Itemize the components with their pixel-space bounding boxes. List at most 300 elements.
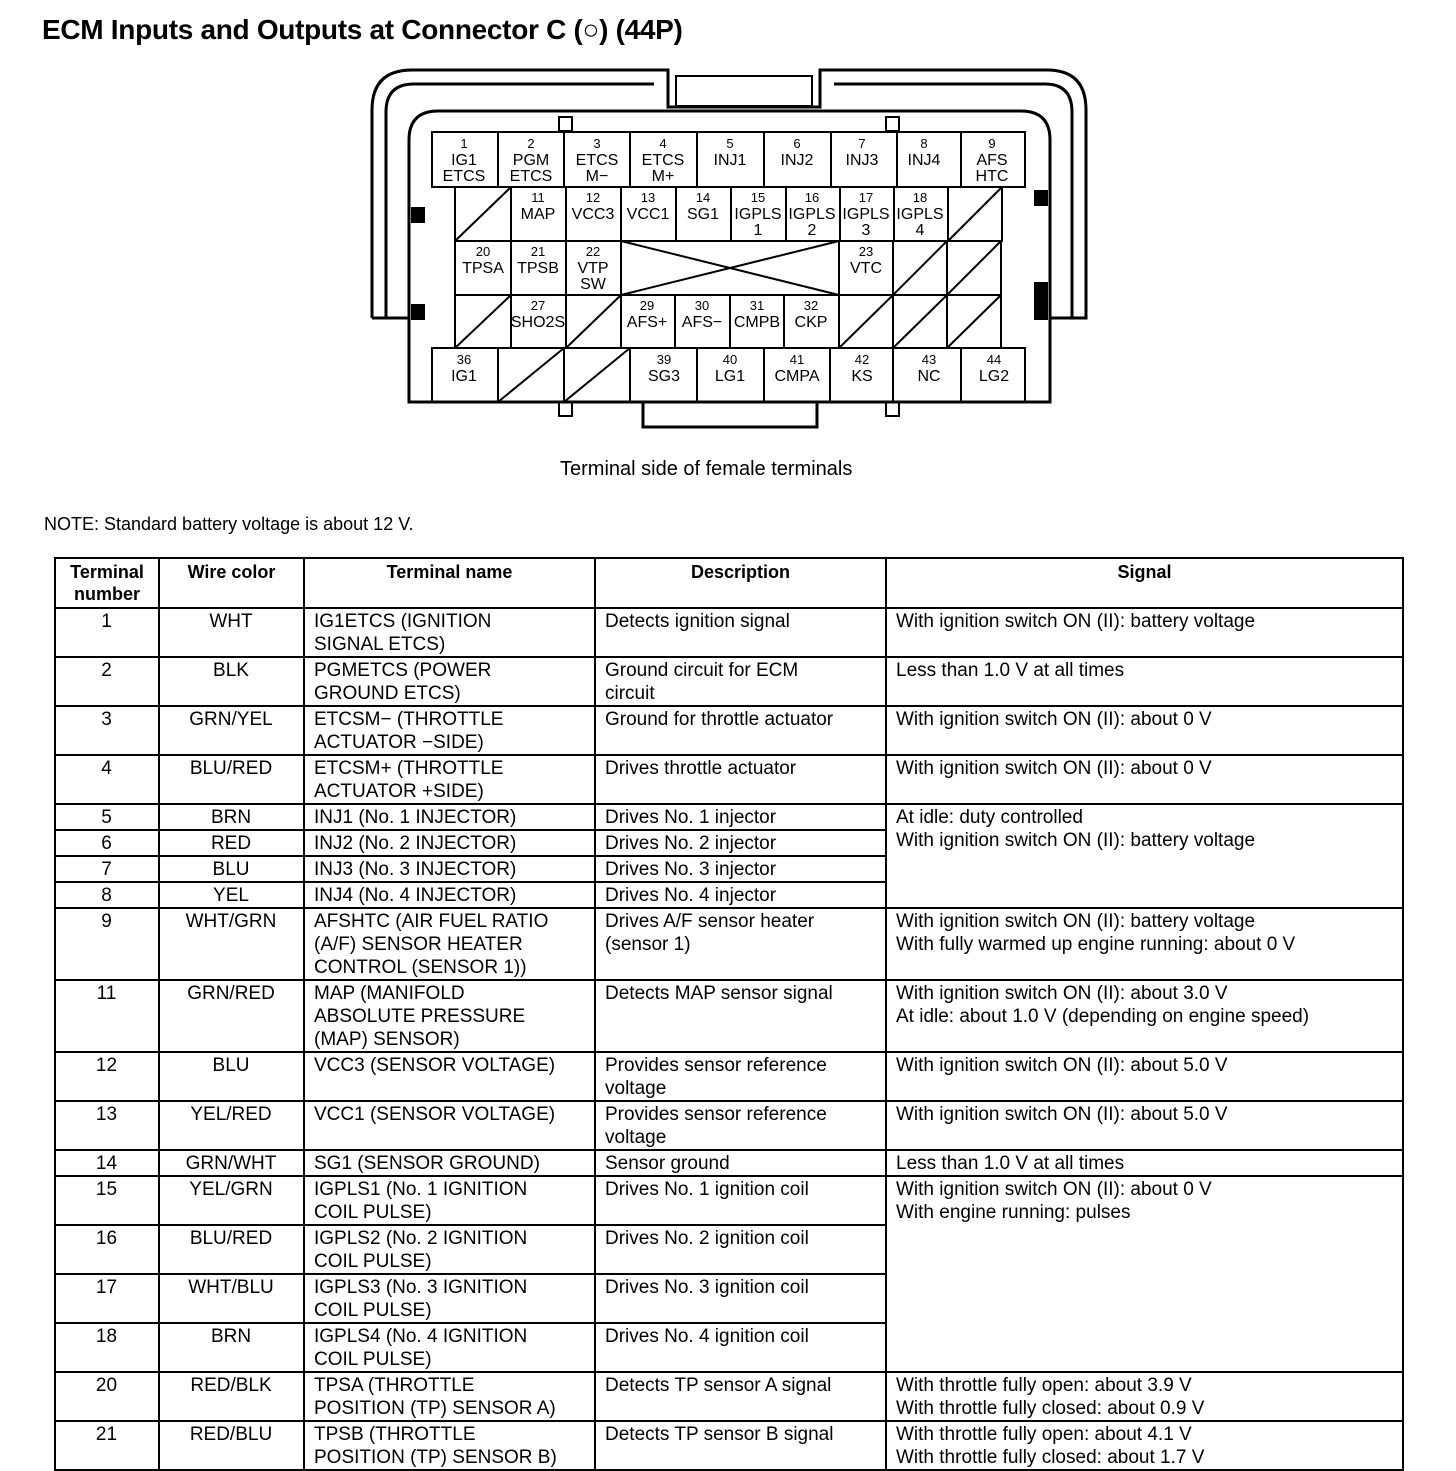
pin-label: IG1 xyxy=(451,368,477,385)
cell-line: Drives No. 1 injector xyxy=(605,807,777,828)
cell-line: BLU xyxy=(212,1055,250,1076)
terminal-pin-11 xyxy=(521,190,556,223)
cell-line: CONTROL (SENSOR 1)) xyxy=(314,957,527,978)
pin-number: 44 xyxy=(986,352,1002,367)
terminal-number-cell xyxy=(55,1274,159,1323)
terminal-name-cell xyxy=(304,882,595,908)
terminal-name-cell xyxy=(304,1225,595,1274)
cell-line: voltage xyxy=(605,1127,667,1148)
cell-line: With ignition switch ON (II): about 0 V xyxy=(896,1179,1212,1200)
cell-line: COIL PULSE) xyxy=(314,1349,432,1370)
cell-line: With ignition switch ON (II): about 3.0 V xyxy=(896,983,1228,1004)
cell-line: INJ4 (No. 4 INJECTOR) xyxy=(314,885,517,906)
cell-line: Detects MAP sensor signal xyxy=(605,983,833,1004)
terminal-number-cell xyxy=(55,608,159,657)
cell-line: GRN/YEL xyxy=(189,709,273,730)
cell-line: BLU/RED xyxy=(189,1228,273,1249)
pin-number: 30 xyxy=(694,298,710,313)
description-cell xyxy=(595,908,886,980)
pin-number: 11 xyxy=(531,190,545,205)
pin-label: SG3 xyxy=(647,368,681,385)
pin-number: 31 xyxy=(749,298,765,313)
table-row xyxy=(55,1421,1403,1470)
signal-cell xyxy=(886,908,1403,980)
pin-label: ETCS xyxy=(641,152,685,169)
terminal-pin-30 xyxy=(682,298,722,331)
header-terminal-line: number xyxy=(73,584,140,604)
cell-line: With ignition switch ON (II): about 0 V xyxy=(896,758,1212,779)
terminal-name-cell xyxy=(304,1421,595,1470)
blank-cell-slash xyxy=(498,348,564,402)
terminal-pin-36 xyxy=(451,352,477,385)
terminal-name-cell xyxy=(304,1274,595,1323)
description-cell xyxy=(595,1372,886,1421)
blank-cell-slash xyxy=(455,295,511,348)
header-description: Description xyxy=(595,558,886,608)
terminal-pin-29 xyxy=(627,298,667,331)
wire-color-cell xyxy=(159,706,304,755)
pin-label: INJ2 xyxy=(780,152,814,169)
header-terminal-name: Terminal name xyxy=(304,558,595,608)
header-wire-color: Wire color xyxy=(159,558,304,608)
terminal-pin-17 xyxy=(842,190,889,239)
description-cell xyxy=(595,980,886,1052)
cell-line: Detects TP sensor B signal xyxy=(605,1424,834,1445)
wire-color-cell xyxy=(159,1052,304,1101)
blank-cell-slash xyxy=(948,187,1002,241)
pin-label: 2 xyxy=(807,222,817,239)
cell-line: TPSB (THROTTLE xyxy=(314,1424,476,1445)
signal-cell xyxy=(886,1372,1403,1421)
cell-line: With ignition switch ON (II): about 5.0 V xyxy=(896,1104,1228,1125)
pin-label: IGPLS xyxy=(788,206,836,223)
cell-line: 15 xyxy=(95,1179,118,1200)
description-cell xyxy=(595,1274,886,1323)
pin-label: INJ3 xyxy=(845,152,879,169)
pin-label: ETCS xyxy=(575,152,619,169)
terminal-number-cell xyxy=(55,1052,159,1101)
cell-line: IGPLS1 (No. 1 IGNITION xyxy=(314,1179,528,1200)
pin-label: AFS− xyxy=(681,314,723,331)
pin-label: AFS+ xyxy=(626,314,668,331)
cell-line: 3 xyxy=(101,709,112,730)
pin-number: 43 xyxy=(921,352,937,367)
terminal-pin-42 xyxy=(851,352,872,385)
cell-line: ABSOLUTE PRESSURE xyxy=(314,1006,526,1027)
terminal-pin-5 xyxy=(714,136,747,169)
blank-cell-slash xyxy=(566,295,621,348)
pin-number: 8 xyxy=(920,136,928,151)
cell-line: INJ2 (No. 2 INJECTOR) xyxy=(314,833,517,854)
cell-line: With throttle fully open: about 3.9 V xyxy=(896,1375,1192,1396)
terminal-pin-43 xyxy=(917,352,940,385)
pin-label: SW xyxy=(580,276,606,293)
cell-line: With throttle fully open: about 4.1 V xyxy=(896,1424,1192,1445)
cell-line: INJ1 (No. 1 INJECTOR) xyxy=(314,807,517,828)
signal-cell xyxy=(886,1176,1403,1372)
description-cell xyxy=(595,856,886,882)
cell-line: WHT/GRN xyxy=(185,911,277,932)
terminal-pin-32 xyxy=(795,298,828,331)
pin-number: 23 xyxy=(858,244,874,259)
description-cell xyxy=(595,830,886,856)
table-header-row xyxy=(55,558,1403,608)
wire-color-cell xyxy=(159,1150,304,1176)
cell-line: Drives throttle actuator xyxy=(605,758,797,779)
terminal-pin-2 xyxy=(510,136,553,185)
pin-number: 2 xyxy=(527,136,535,151)
cell-line: COIL PULSE) xyxy=(314,1251,432,1272)
pin-label: HTC xyxy=(975,168,1009,185)
wire-color-cell xyxy=(159,1274,304,1323)
cell-line: YEL xyxy=(213,885,249,906)
terminal-pin-14 xyxy=(687,190,719,223)
table-row xyxy=(55,804,1403,830)
pin-label: 1 xyxy=(753,222,763,239)
terminal-table xyxy=(54,557,1404,1471)
cell-line: GROUND ETCS) xyxy=(314,683,461,704)
terminal-number-cell xyxy=(55,908,159,980)
cell-line: 2 xyxy=(101,660,112,681)
cell-line: WHT xyxy=(209,611,253,632)
signal-cell xyxy=(886,980,1403,1052)
cell-line: 8 xyxy=(101,885,112,906)
pin-label: ETCS xyxy=(442,168,486,185)
table-row xyxy=(55,1052,1403,1101)
table-row xyxy=(55,706,1403,755)
wire-color-cell xyxy=(159,608,304,657)
cell-line: 1 xyxy=(101,611,112,632)
cell-line: ETCSM− (THROTTLE xyxy=(314,709,504,730)
cell-line: voltage xyxy=(605,1078,667,1099)
terminal-pin-23 xyxy=(850,244,882,277)
table-row xyxy=(55,608,1403,657)
terminal-number-cell xyxy=(55,856,159,882)
cell-line: BRN xyxy=(210,807,252,828)
cell-line: INJ3 (No. 3 INJECTOR) xyxy=(314,859,517,880)
pin-number: 36 xyxy=(456,352,472,367)
pin-label: SHO2S xyxy=(510,314,566,331)
pin-label: AFS xyxy=(976,152,1008,169)
cell-line: 21 xyxy=(95,1424,118,1445)
terminal-pin-40 xyxy=(715,352,745,385)
pin-label: ETCS xyxy=(509,168,553,185)
cell-line: At idle: about 1.0 V (depending on engine speed) xyxy=(896,1006,1310,1027)
terminal-name-cell xyxy=(304,1150,595,1176)
pin-number: 6 xyxy=(793,136,801,151)
blank-cell-slash xyxy=(893,295,947,348)
pin-number: 29 xyxy=(639,298,655,313)
cell-line: YEL/RED xyxy=(190,1104,272,1125)
terminal-number-cell xyxy=(55,755,159,804)
cell-line: BLU xyxy=(212,859,250,880)
pin-number: 17 xyxy=(858,190,874,205)
header-signal: Signal xyxy=(886,558,1403,608)
pin-label: VCC3 xyxy=(571,206,615,223)
pin-number: 16 xyxy=(804,190,820,205)
terminal-name-cell xyxy=(304,804,595,830)
pin-label: MAP xyxy=(520,206,556,223)
cell-line: BLU/RED xyxy=(189,758,273,779)
signal-cell xyxy=(886,1052,1403,1101)
terminal-number-cell xyxy=(55,1323,159,1372)
pin-label: PGM xyxy=(512,152,550,169)
cell-line: IGPLS4 (No. 4 IGNITION xyxy=(314,1326,528,1347)
blank-cell-slash xyxy=(455,187,511,241)
pin-label: IGPLS xyxy=(734,206,782,223)
pin-number: 21 xyxy=(530,244,546,259)
cell-line: VCC3 (SENSOR VOLTAGE) xyxy=(314,1055,556,1076)
pin-label: KS xyxy=(851,368,873,385)
cell-line: VCC1 (SENSOR VOLTAGE) xyxy=(314,1104,556,1125)
terminal-pin-3 xyxy=(576,136,619,185)
cell-line: TPSA (THROTTLE xyxy=(314,1375,475,1396)
cell-line: SG1 (SENSOR GROUND) xyxy=(314,1153,540,1174)
cell-line: POSITION (TP) SENSOR A) xyxy=(314,1398,556,1419)
cell-line: 7 xyxy=(101,859,112,880)
terminal-pin-6 xyxy=(781,136,814,169)
blank-cell-slash xyxy=(947,241,1001,295)
terminal-pin-7 xyxy=(846,136,879,169)
signal-cell xyxy=(886,657,1403,706)
terminal-pin-20 xyxy=(462,244,504,277)
terminal-name-cell xyxy=(304,1176,595,1225)
wire-color-cell xyxy=(159,1372,304,1421)
table-row xyxy=(55,980,1403,1052)
table-row xyxy=(55,1372,1403,1421)
terminal-pin-1 xyxy=(443,136,486,185)
cell-line: With ignition switch ON (II): battery voltage xyxy=(896,830,1256,851)
pin-number: 20 xyxy=(475,244,491,259)
terminal-pin-4 xyxy=(642,136,685,185)
table-row xyxy=(55,755,1403,804)
terminal-pin-41 xyxy=(774,352,819,385)
cell-line: POSITION (TP) SENSOR B) xyxy=(314,1447,557,1468)
pin-number: 39 xyxy=(656,352,672,367)
pin-label: LG2 xyxy=(978,368,1010,385)
wire-color-cell xyxy=(159,804,304,830)
cell-line: Drives No. 3 injector xyxy=(605,859,777,880)
battery-note: NOTE: Standard battery voltage is about 12 V. xyxy=(44,514,414,534)
cell-line: 11 xyxy=(96,983,117,1004)
pin-label: CKP xyxy=(794,314,828,331)
cell-line: Drives No. 2 ignition coil xyxy=(605,1228,809,1249)
blank-cell-slash xyxy=(893,241,947,295)
cell-line: WHT/BLU xyxy=(188,1277,274,1298)
cell-line: COIL PULSE) xyxy=(314,1202,432,1223)
pin-number: 41 xyxy=(789,352,805,367)
terminal-name-cell xyxy=(304,755,595,804)
header-terminal-line: Terminal xyxy=(70,562,144,582)
pin-number: 9 xyxy=(988,136,996,151)
cell-line: SIGNAL ETCS) xyxy=(314,634,446,655)
cell-line: 4 xyxy=(101,758,112,779)
cell-line: AFSHTC (AIR FUEL RATIO xyxy=(314,911,549,932)
cell-line: Drives A/F sensor heater xyxy=(605,911,815,932)
terminal-number-cell xyxy=(55,1421,159,1470)
cell-line: GRN/WHT xyxy=(185,1153,277,1174)
cell-line: With engine running: pulses xyxy=(896,1202,1131,1223)
pin-label: NC xyxy=(917,368,941,385)
terminal-pin-22 xyxy=(577,244,608,293)
signal-cell xyxy=(886,706,1403,755)
pin-number: 5 xyxy=(726,136,734,151)
description-cell xyxy=(595,657,886,706)
pin-label: INJ1 xyxy=(713,152,747,169)
pin-label: CMPA xyxy=(774,368,820,385)
pin-number: 3 xyxy=(593,136,601,151)
terminal-name-cell xyxy=(304,856,595,882)
terminal-number-cell xyxy=(55,1150,159,1176)
terminal-pin-18 xyxy=(896,190,943,239)
cell-line: With ignition switch ON (II): battery voltage xyxy=(896,611,1256,632)
terminal-pin-31 xyxy=(734,298,780,331)
cell-line: BLK xyxy=(213,660,249,681)
terminal-name-cell xyxy=(304,830,595,856)
signal-cell xyxy=(886,1150,1403,1176)
cell-line: With throttle fully closed: about 1.7 V xyxy=(896,1447,1205,1468)
pin-number: 32 xyxy=(803,298,819,313)
table-row xyxy=(55,908,1403,980)
cell-line: Provides sensor reference xyxy=(605,1104,827,1125)
terminal-pin-15 xyxy=(734,190,781,239)
pin-number: 14 xyxy=(695,190,711,205)
pin-label: M+ xyxy=(651,168,675,185)
terminal-name-cell xyxy=(304,1101,595,1150)
cell-line: COIL PULSE) xyxy=(314,1300,432,1321)
diagram-caption: Terminal side of female terminals xyxy=(560,458,853,480)
terminal-pin-13 xyxy=(627,190,670,223)
cell-line: ETCSM+ (THROTTLE xyxy=(314,758,504,779)
pin-label: INJ4 xyxy=(907,152,941,169)
blank-cell-slash xyxy=(839,295,893,348)
description-cell xyxy=(595,1101,886,1150)
cell-line: At idle: duty controlled xyxy=(896,807,1083,828)
cell-line: (sensor 1) xyxy=(605,934,691,955)
pin-label: IGPLS xyxy=(842,206,890,223)
table-row xyxy=(55,1176,1403,1225)
cell-line: PGMETCS (POWER xyxy=(314,660,492,681)
cell-line: IGPLS3 (No. 3 IGNITION xyxy=(314,1277,528,1298)
cell-line: Drives No. 2 injector xyxy=(605,833,777,854)
description-cell xyxy=(595,706,886,755)
description-cell xyxy=(595,1176,886,1225)
cell-line: With fully warmed up engine running: about 0 V xyxy=(896,934,1296,955)
pin-number: 27 xyxy=(530,298,546,313)
terminal-name-cell xyxy=(304,657,595,706)
cell-line: Drives No. 4 injector xyxy=(605,885,777,906)
description-cell xyxy=(595,1150,886,1176)
description-cell xyxy=(595,1052,886,1101)
cell-line: 6 xyxy=(101,833,112,854)
cell-line: 9 xyxy=(101,911,112,932)
wire-color-cell xyxy=(159,882,304,908)
signal-cell xyxy=(886,608,1403,657)
wire-color-cell xyxy=(159,980,304,1052)
cell-line: 18 xyxy=(95,1326,118,1347)
wire-color-cell xyxy=(159,1176,304,1225)
terminal-name-cell xyxy=(304,980,595,1052)
wire-color-cell xyxy=(159,908,304,980)
cell-line: 13 xyxy=(95,1104,118,1125)
table-row xyxy=(55,1150,1403,1176)
terminal-number-cell xyxy=(55,1372,159,1421)
terminal-number-cell xyxy=(55,804,159,830)
terminal-number-cell xyxy=(55,882,159,908)
cell-line: RED xyxy=(210,833,252,854)
pin-number: 7 xyxy=(858,136,866,151)
cell-line: With throttle fully closed: about 0.9 V xyxy=(896,1398,1205,1419)
cell-line: 20 xyxy=(95,1375,118,1396)
cell-line: 16 xyxy=(95,1228,118,1249)
cell-line: MAP (MANIFOLD xyxy=(314,983,465,1004)
cell-line: BRN xyxy=(210,1326,252,1347)
wire-color-cell xyxy=(159,755,304,804)
terminal-number-cell xyxy=(55,1101,159,1150)
cell-line: Drives No. 4 ignition coil xyxy=(605,1326,809,1347)
cell-line: With ignition switch ON (II): battery voltage xyxy=(896,911,1256,932)
pin-label: VTC xyxy=(850,260,882,277)
table-row xyxy=(55,657,1403,706)
terminal-name-cell xyxy=(304,908,595,980)
terminal-pin-39 xyxy=(648,352,680,385)
terminal-name-cell xyxy=(304,1323,595,1372)
cell-line: Drives No. 3 ignition coil xyxy=(605,1277,809,1298)
terminal-pin-9 xyxy=(976,136,1009,185)
blank-cell-slash xyxy=(947,295,1001,348)
cell-line: IGPLS2 (No. 2 IGNITION xyxy=(314,1228,528,1249)
header-terminal-number xyxy=(55,558,159,608)
blank-cell-slash xyxy=(564,348,630,402)
description-cell xyxy=(595,1323,886,1372)
cell-line: Ground circuit for ECM xyxy=(605,660,799,681)
description-cell xyxy=(595,882,886,908)
pin-label: 4 xyxy=(915,222,925,239)
pin-number: 42 xyxy=(854,352,870,367)
terminal-pin-12 xyxy=(572,190,615,223)
pin-number: 4 xyxy=(659,136,667,151)
cell-line: circuit xyxy=(605,683,655,704)
cell-line: Less than 1.0 V at all times xyxy=(896,660,1125,681)
cell-line: Detects TP sensor A signal xyxy=(605,1375,832,1396)
pin-label: VCC1 xyxy=(626,206,670,223)
cell-line: (MAP) SENSOR) xyxy=(314,1029,460,1050)
pin-label: 3 xyxy=(861,222,871,239)
cell-line: Provides sensor reference xyxy=(605,1055,827,1076)
terminal-name-cell xyxy=(304,1372,595,1421)
pin-label: IGPLS xyxy=(896,206,944,223)
wire-color-cell xyxy=(159,1225,304,1274)
cell-line: Ground for throttle actuator xyxy=(605,709,834,730)
wire-color-cell xyxy=(159,1323,304,1372)
cell-line: Drives No. 1 ignition coil xyxy=(605,1179,809,1200)
terminal-pin-21 xyxy=(517,244,559,277)
pin-number: 12 xyxy=(585,190,601,205)
pin-label: TPSB xyxy=(517,260,559,277)
pin-number: 40 xyxy=(722,352,738,367)
pin-label: VTP xyxy=(577,260,609,277)
wire-color-cell xyxy=(159,1421,304,1470)
cell-line: IG1ETCS (IGNITION xyxy=(314,611,492,632)
table-row xyxy=(55,1101,1403,1150)
cell-line: 5 xyxy=(101,807,112,828)
terminal-number-cell xyxy=(55,657,159,706)
wire-color-cell xyxy=(159,856,304,882)
pin-number: 13 xyxy=(640,190,656,205)
cell-line: Less than 1.0 V at all times xyxy=(896,1153,1125,1174)
pin-label: IG1 xyxy=(451,152,477,169)
pin-label: SG1 xyxy=(686,206,720,223)
